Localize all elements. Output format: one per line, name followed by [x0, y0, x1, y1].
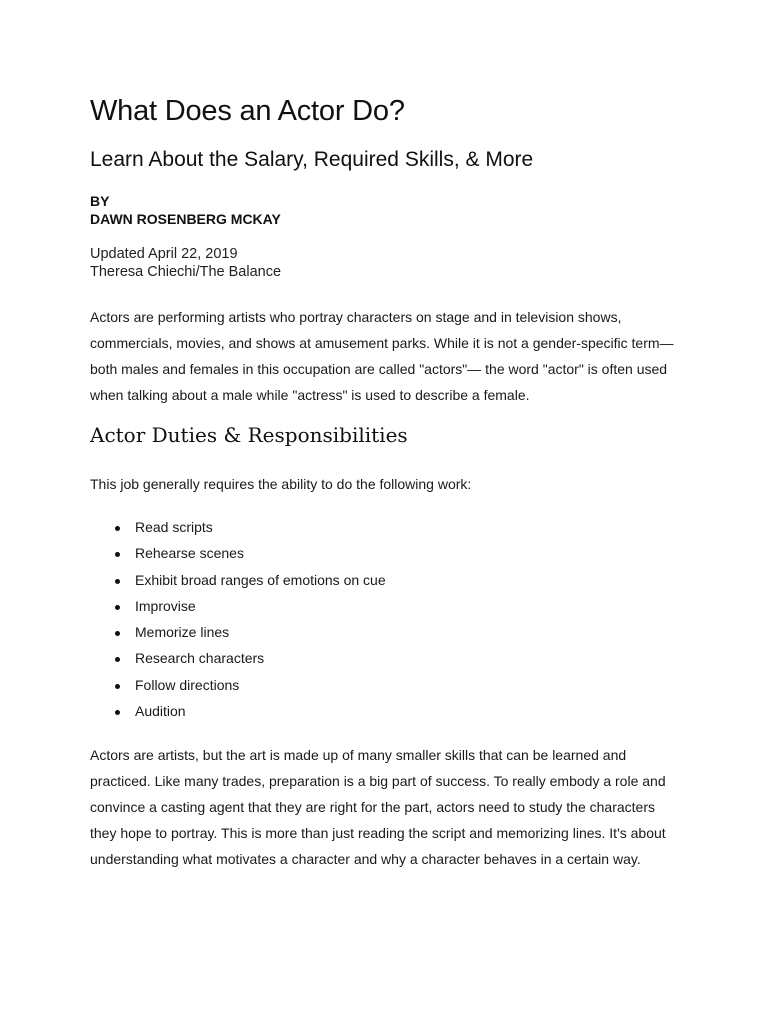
updated-date: Updated April 22, 2019 [90, 246, 238, 262]
byline [90, 192, 281, 228]
list-item: Audition [90, 698, 386, 724]
closing-paragraph: Actors are artists, but the art is made up of many smaller skills that can be learned and practiced. Like many trades, preparation is a big part of success. To really embody a role and convince a casting agent that they are right for the part, actors need to study the characters they hope to portray. This is more than just reading the script and memorizing lines. It's about understanding what motivates a character and why a character behaves in a certain way. [90, 747, 666, 867]
list-item: Follow directions [90, 672, 386, 698]
list-item: Rehearse scenes [90, 540, 386, 566]
intro-paragraph: Actors are performing artists who portray characters on stage and in television shows, commercials, movies, and shows at amusement parks. While it is not a gender-specific term—both males and females in this occupation are called "actors"— the word "actor" is often used when talking about a male while "actress" is used to describe a female. [90, 309, 674, 403]
article-meta [90, 245, 281, 281]
image-credit: Theresa Chiechi/The Balance [90, 264, 282, 280]
list-item: Read scripts [90, 514, 386, 540]
list-item: Memorize lines [90, 619, 386, 645]
byline-label: BY [90, 193, 110, 209]
list-item: Research characters [90, 645, 386, 671]
article-title: What Does an Actor Do? [90, 95, 405, 127]
section-heading: Actor Duties & Responsibilities [90, 423, 408, 447]
article-subtitle: Learn About the Salary, Required Skills, & More [90, 148, 534, 171]
author-name: DAWN ROSENBERG MCKAY [90, 211, 281, 227]
list-item: Improvise [90, 593, 386, 619]
duties-list [90, 514, 386, 724]
list-item: Exhibit broad ranges of emotions on cue [90, 567, 386, 593]
list-intro-paragraph: This job generally requires the ability to do the following work: [90, 476, 472, 492]
